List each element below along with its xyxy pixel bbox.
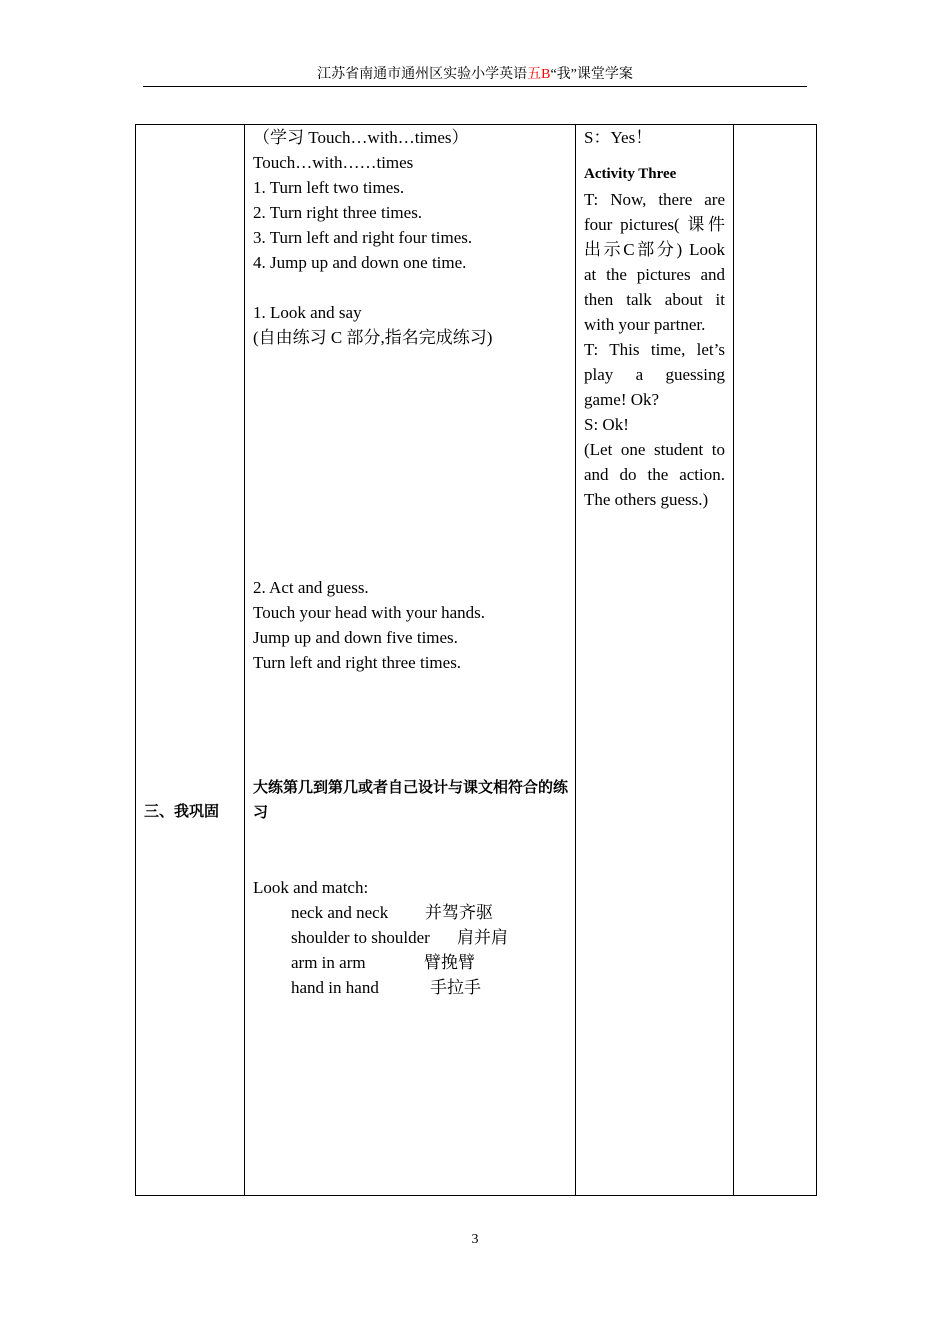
match-item: arm in arm 臂挽臂 (291, 953, 475, 972)
column-divider (244, 125, 245, 1195)
act-guess-item: Turn left and right three times. (253, 653, 462, 672)
match-title: Look and match: (253, 878, 369, 897)
look-say-note: (自由练习 C 部分,指名完成练习) (253, 328, 493, 347)
activity-title: Activity Three (584, 166, 677, 182)
teacher-column (584, 125, 725, 512)
drill-item: 4. Jump up and down one time. (253, 253, 467, 272)
activity-paragraph: (Let one student to and do the action. The others guess.) (584, 440, 725, 509)
drill-item: 3. Turn left and right four times. (253, 228, 473, 247)
page-number: 3 (471, 1232, 479, 1247)
student-reply: S：Yes！ (584, 128, 653, 147)
match-item: hand in hand 手拉手 (291, 978, 481, 997)
lesson-table (135, 124, 817, 1196)
section-label: 三、我巩固 (144, 802, 220, 820)
act-guess-item: Touch your head with your hands. (253, 603, 486, 622)
activity-paragraph: T: Now, there are four pictures( 课件出示C部分) Look at the pictures and then talk about it with your partner. (584, 190, 725, 334)
match-item: shoulder to shoulder 肩并肩 (291, 928, 508, 947)
look-say-title: 1. Look and say (253, 303, 362, 322)
practice-column (253, 125, 578, 1000)
match-item: neck and neck 并驾齐驱 (291, 903, 493, 922)
header-title: “我”课堂学案 (550, 67, 633, 82)
header-grade: 五B (527, 67, 551, 82)
column-divider (733, 125, 734, 1195)
exercise-note: 大练第几到第几或者自己设计与课文相符合的练习 (253, 778, 569, 821)
act-guess-item: Jump up and down five times. (253, 628, 458, 647)
pattern-line: Touch…with……times (253, 153, 414, 172)
drill-item: 1. Turn left two times. (253, 178, 405, 197)
activity-paragraph: S: Ok! (584, 415, 629, 434)
act-guess-title: 2. Act and guess. (253, 578, 369, 597)
header-school: 江苏省南通市通州区实验小学英语 (317, 67, 528, 82)
activity-paragraph: T: This time, let’s play a guessing game! Ok? (584, 340, 725, 409)
drill-item: 2. Turn right three times. (253, 203, 423, 222)
topic-line: （学习 Touch…with…times） (253, 128, 469, 147)
page-header (143, 64, 807, 87)
